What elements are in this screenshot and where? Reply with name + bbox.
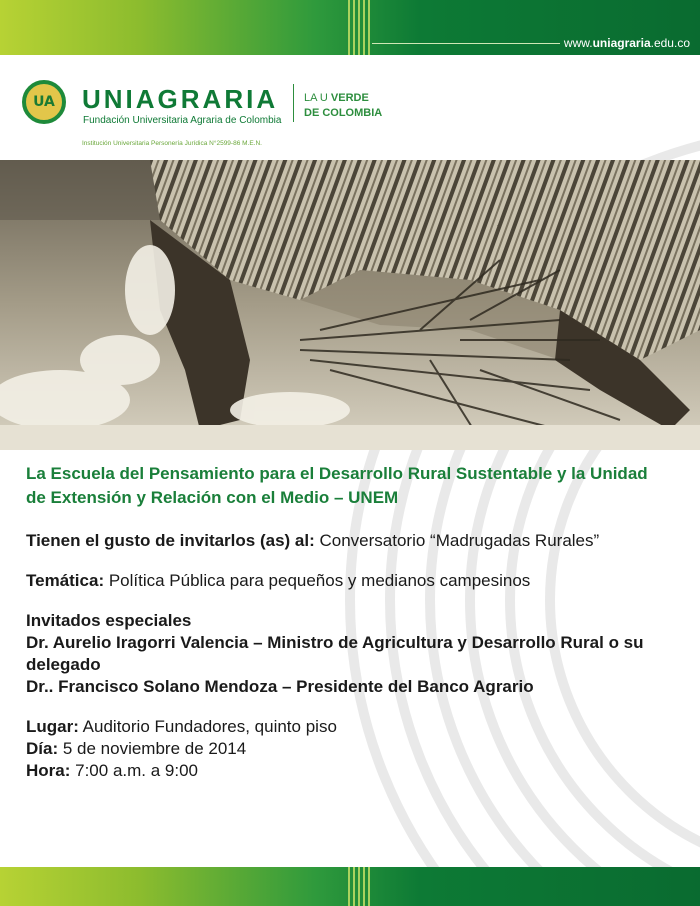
topic-value: Política Pública para pequeños y medianos campesinos xyxy=(104,571,531,590)
logo-institution-line: Institución Universitaria Personería Jurídica N°2599-86 M.E.N. xyxy=(82,140,262,147)
slogan-line-1: LA U VERDE xyxy=(304,92,369,104)
invite-value: Conversatorio “Madrugadas Rurales” xyxy=(314,531,600,550)
bottom-banner xyxy=(0,867,700,906)
farmer-planting-rice-photo xyxy=(0,160,700,450)
logo-divider xyxy=(293,84,294,122)
slogan-line-2: DE COLOMBIA xyxy=(304,107,383,119)
topic-label: Temática: xyxy=(26,571,105,590)
place-value: Auditorio Fundadores, quinto piso xyxy=(78,717,337,736)
topic-line xyxy=(26,570,671,592)
time-value: 7:00 a.m. a 9:00 xyxy=(70,761,198,780)
time-label: Hora: xyxy=(26,761,71,780)
invite-line xyxy=(26,530,671,552)
guests-heading: Invitados especiales xyxy=(26,611,192,630)
time-line xyxy=(26,760,671,782)
guest-2: Dr.. Francisco Solano Mendoza – Presidente del Banco Agrario xyxy=(26,677,534,696)
place-line xyxy=(26,716,671,738)
logo-subtitle: Fundación Universitaria Agraria de Colombia xyxy=(83,115,282,126)
invitation-body xyxy=(26,462,671,782)
invite-label: Tienen el gusto de invitarlos (as) al: xyxy=(26,531,315,550)
date-value: 5 de noviembre de 2014 xyxy=(58,739,247,758)
date-line xyxy=(26,738,671,760)
uniagraria-logo-icon: UA xyxy=(22,80,66,124)
place-label: Lugar: xyxy=(26,717,79,736)
date-label: Día: xyxy=(26,739,59,758)
website-url[interactable]: www.uniagraria.edu.co xyxy=(563,36,690,50)
logo-name: UNIAGRARIA xyxy=(82,84,279,114)
bottom-banner-stripes xyxy=(348,867,370,906)
invitation-title: La Escuela del Pensamiento para el Desarrollo Rural Sustentable y la Unidad de Extensión y Relación con el Medio – UNEM xyxy=(26,464,648,507)
guest-1: Dr. Aurelio Iragorri Valencia – Ministro de Agricultura y Desarrollo Rural o su delegado xyxy=(26,633,644,674)
